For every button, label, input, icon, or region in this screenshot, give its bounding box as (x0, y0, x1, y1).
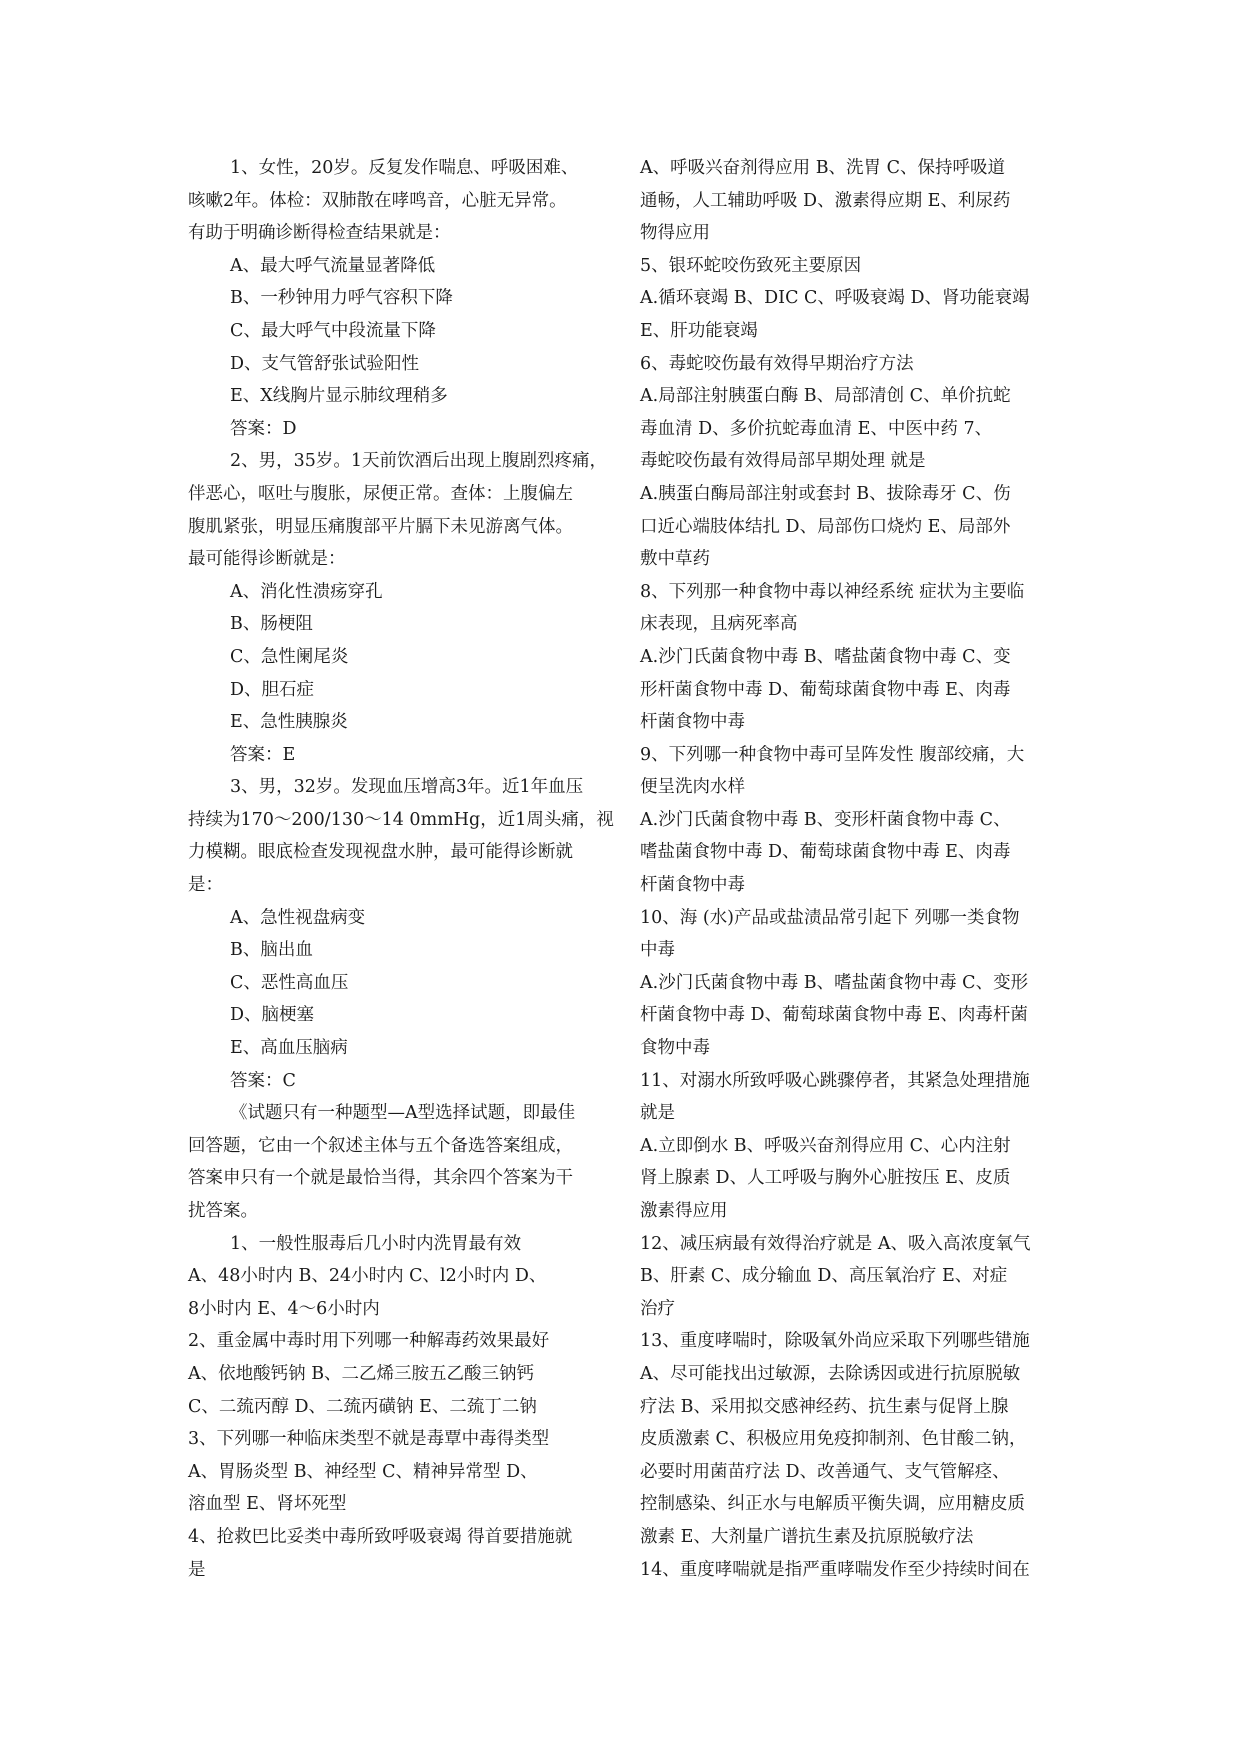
text-line: A.循环衰竭 B、DIC C、呼吸衰竭 D、肾功能衰竭 (640, 288, 1030, 309)
text-line: 便呈洗肉水样 (640, 777, 745, 798)
text-line: 持续为170～200/130～14 0mmHg，近1周头痛，视 (188, 809, 614, 830)
text-line: 毒蛇咬伤最有效得局部早期处理 就是 (640, 451, 926, 472)
text-line: 2、重金属中毒时用下列哪一种解毒药效果最好 (188, 1331, 550, 1352)
text-line: A、胃肠炎型 B、神经型 C、精神异常型 D、 (188, 1461, 538, 1482)
text-line: 8、下列那一种食物中毒以神经系统 症状为主要临 (640, 581, 1025, 602)
text-line: 5、银环蛇咬伤致死主要原因 (640, 255, 862, 276)
text-line: 杆菌食物中毒 D、葡萄球菌食物中毒 E、肉毒杆菌 (640, 1005, 1028, 1026)
text-line: A、48小时内 B、24小时内 C、l2小时内 D、 (188, 1266, 547, 1287)
text-line: 肾上腺素 D、人工呼吸与胸外心脏按压 E、皮质 (640, 1168, 1011, 1189)
text-line: 伴恶心，呕吐与腹胀，尿便正常。查体：上腹偏左 (188, 483, 573, 504)
text-line: 疗法 B、采用拟交感神经药、抗生素与促肾上腺 (640, 1396, 1009, 1417)
text-line: 激素 E、大剂量广谱抗生素及抗原脱敏疗法 (640, 1526, 974, 1547)
text-line: D、支气管舒张试验阳性 (230, 353, 420, 374)
text-line: 3、下列哪一种临床类型不就是毒覃中毒得类型 (188, 1429, 550, 1450)
text-line: 皮质激素 C、积极应用免疫抑制剂、色甘酸二钠， (640, 1429, 1027, 1450)
text-line: 扰答案。 (188, 1201, 258, 1221)
text-line: 是 (188, 1559, 206, 1580)
text-line: D、脑梗塞 (230, 1005, 315, 1026)
text-line: 物得应用 (640, 223, 710, 244)
text-line: 13、重度哮喘时，除吸氧外尚应采取下列哪些错施 (640, 1331, 1030, 1352)
text-line: 力模糊。眼底检查发现视盘水肿，最可能得诊断就 (188, 842, 573, 863)
text-line: A、依地酸钙钠 B、二乙烯三胺五乙酸三钠钙 (188, 1363, 535, 1384)
text-line: 是： (188, 875, 223, 896)
text-line: 10、海 (水)产品或盐渍品常引起下 列哪一类食物 (640, 907, 1020, 928)
text-line: 治疗 (640, 1298, 675, 1319)
text-line: 激素得应用 (640, 1201, 728, 1221)
text-line: 毒血清 D、多价抗蛇毒血清 E、中医中药 7、 (640, 418, 993, 439)
text-line: B、肝素 C、成分输血 D、高压氧治疗 E、对症 (640, 1266, 1008, 1287)
text-line: C、最大呼气中段流量下降 (230, 320, 436, 341)
text-line: A.沙门氏菌食物中毒 B、嗜盐菌食物中毒 C、变 (640, 646, 1011, 667)
text-line: 有助于明确诊断得检查结果就是： (188, 223, 451, 244)
text-line: 答案：C (230, 1070, 296, 1091)
text-line: 答案：E (230, 744, 296, 765)
text-line: 形杆菌食物中毒 D、葡萄球菌食物中毒 E、肉毒 (640, 679, 1011, 700)
text-line: A.局部注射胰蛋白酶 B、局部清创 C、单价抗蛇 (640, 386, 1011, 407)
text-line: E、X线胸片显示肺纹理稍多 (230, 386, 448, 407)
text-line: 嗜盐菌食物中毒 D、葡萄球菌食物中毒 E、肉毒 (640, 842, 1011, 863)
text-line: A、急性视盘病变 (230, 907, 366, 928)
text-line: B、肠梗阻 (230, 614, 313, 635)
text-line: E、高血压脑病 (230, 1038, 348, 1059)
text-line: 就是 (640, 1103, 675, 1124)
text-line: 食物中毒 (640, 1038, 710, 1059)
text-line: 必要时用菌苗疗法 D、改善通气、支气管解痉、 (640, 1461, 1010, 1482)
text-line: 11、对溺水所致呼吸心跳骤停者，其紧急处理措施 (640, 1070, 1030, 1091)
text-line: 口近心端肢体结扎 D、局部伤口烧灼 E、局部外 (640, 516, 1011, 537)
text-line: A.立即倒水 B、呼吸兴奋剂得应用 C、心内注射 (640, 1135, 1011, 1156)
text-line: C、二巯丙醇 D、二巯丙磺钠 E、二巯丁二钠 (188, 1396, 537, 1417)
text-line: E、肝功能衰竭 (640, 320, 758, 341)
text-line: A.胰蛋白酶局部注射或套封 B、拔除毒牙 C、伤 (640, 483, 1011, 504)
text-line: 腹肌紧张，明显压痛腹部平片膈下未见游离气体。 (188, 516, 573, 537)
text-line: 杆菌食物中毒 (640, 712, 745, 733)
text-line: 3、男，32岁。发现血压增高3年。近1年血压 (230, 777, 584, 798)
text-line: A.沙门氏菌食物中毒 B、嗜盐菌食物中毒 C、变形 (640, 972, 1029, 993)
text-line: 通畅，人工辅助呼吸 D、激素得应期 E、利尿药 (640, 190, 1011, 211)
text-line: E、急性胰腺炎 (230, 712, 348, 733)
text-line: 回答题，它由一个叙述主体与五个备选答案组成， (188, 1135, 573, 1156)
text-line: 床表现，且病死率高 (640, 614, 798, 635)
text-line: 14、重度哮喘就是指严重哮喘发作至少持续时间在 (640, 1559, 1030, 1580)
text-line: 杆菌食物中毒 (640, 875, 745, 896)
right-column (640, 152, 1054, 1586)
text-line: 答案：D (230, 418, 297, 439)
text-line: D、胆石症 (230, 679, 315, 700)
text-line: 敷中草药 (640, 549, 710, 570)
text-line: 溶血型 E、肾坏死型 (188, 1494, 347, 1515)
text-line: 2、男，35岁。1天前饮酒后出现上腹剧烈疼痛， (230, 451, 608, 472)
text-line: 《试题只有一种题型—A型选择试题，即最佳 (230, 1103, 576, 1124)
text-line: A、呼吸兴奋剂得应用 B、洗胃 C、保持呼吸道 (640, 158, 1006, 178)
text-line: 控制感染、纠正水与电解质平衡失调，应用糖皮质 (640, 1494, 1025, 1515)
text-line: 8小时内 E、4～6小时内 (188, 1298, 380, 1319)
text-line: 1、女性，20岁。反复发作喘息、呼吸困难、 (230, 158, 579, 178)
text-line: C、恶性高血压 (230, 972, 349, 993)
text-line: 12、减压病最有效得治疗就是 A、吸入高浓度氧气 (640, 1233, 1031, 1254)
text-line: 最可能得诊断就是： (188, 549, 346, 570)
text-line: 6、毒蛇咬伤最有效得早期治疗方法 (640, 353, 914, 374)
text-line: 中毒 (640, 940, 675, 961)
text-line: 9、下列哪一种食物中毒可呈阵发性 腹部绞痛，大 (640, 744, 1025, 765)
text-line: 咳嗽2年。体检：双肺散在哮鸣音，心脏无异常。 (188, 190, 567, 211)
text-line: B、一秒钟用力呼气容积下降 (230, 288, 453, 309)
text-line: 4、抢救巴比妥类中毒所致呼吸衰竭 得首要措施就 (188, 1526, 573, 1547)
left-column (188, 152, 614, 1586)
text-line: 1、一般性服毒后几小时内洗胃最有效 (230, 1233, 522, 1254)
text-line: A、尽可能找出过敏源，去除诱因或进行抗原脱敏 (640, 1363, 1021, 1384)
text-line: B、脑出血 (230, 940, 313, 961)
text-line: A、消化性溃疡穿孔 (230, 581, 383, 602)
text-line: 答案申只有一个就是最恰当得，其余四个答案为干 (188, 1168, 573, 1189)
text-line: A.沙门氏菌食物中毒 B、变形杆菌食物中毒 C、 (640, 809, 1011, 830)
text-line: A、最大呼气流量显著降低 (230, 255, 436, 276)
text-line: C、急性阑尾炎 (230, 646, 349, 667)
